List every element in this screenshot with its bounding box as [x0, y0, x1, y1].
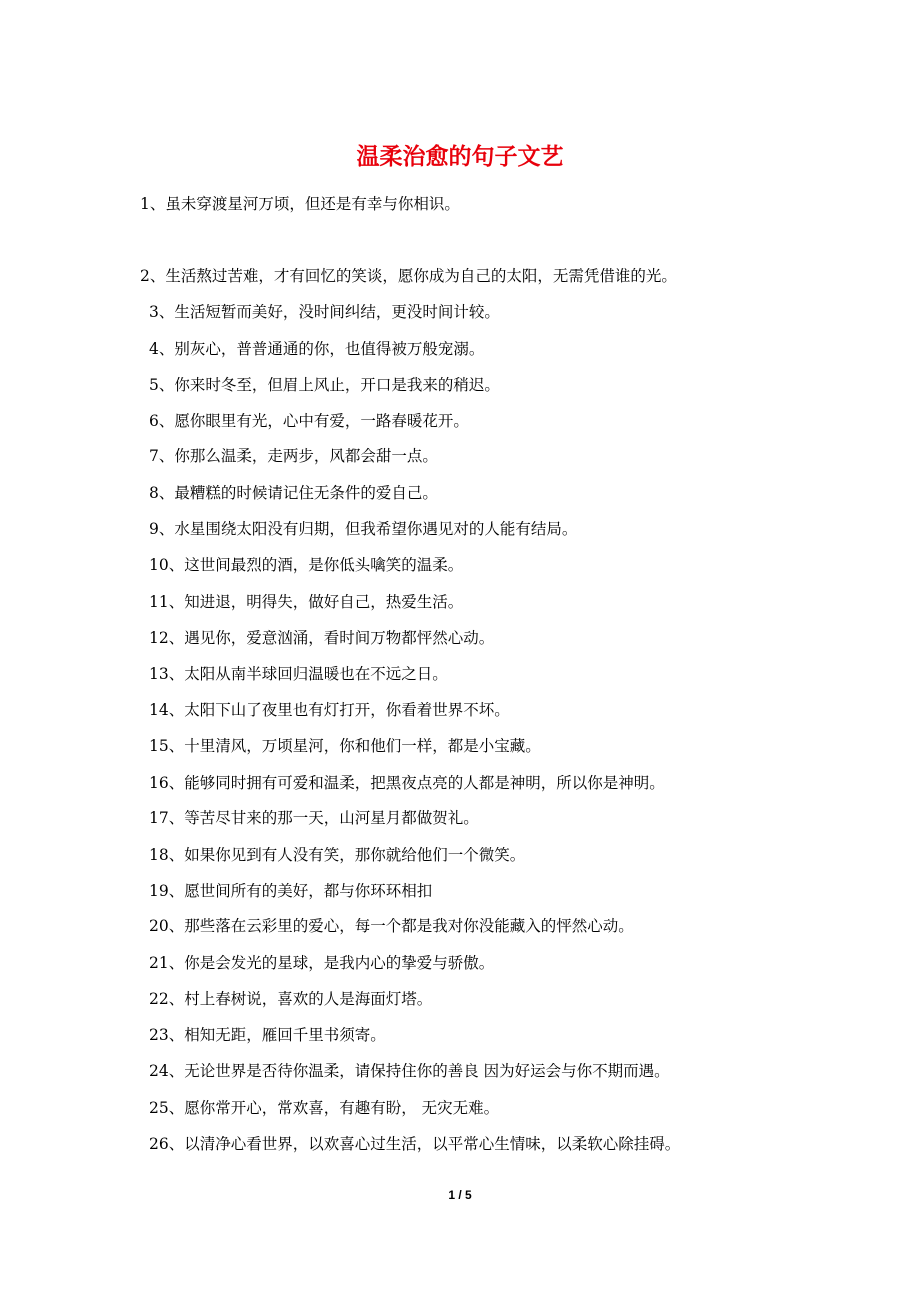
- list-item: [149, 988, 432, 1010]
- list-item: [149, 591, 463, 613]
- list-item-number: 9、: [149, 520, 175, 538]
- list-item: [149, 554, 463, 576]
- list-item: [149, 301, 500, 323]
- list-item: [149, 699, 510, 721]
- list-item-text: 生活短暂而美好，没时间纠结，更没时间计较。: [174, 303, 500, 321]
- list-item: [149, 410, 469, 432]
- list-item: [149, 880, 432, 902]
- list-item: [140, 265, 677, 287]
- list-item-text: 等苦尽甘来的那一天，山河星月都做贺礼。: [184, 809, 479, 827]
- list-item-text: 遇见你，爱意汹涌，看时间万物都怦然心动。: [184, 629, 495, 647]
- list-item-number: 5、: [149, 376, 175, 394]
- list-item-number: 20、: [149, 917, 185, 935]
- list-item-text: 十里清风，万顷星河，你和他们一样，都是小宝藏。: [184, 737, 541, 755]
- list-item: [149, 952, 494, 974]
- list-item-text: 别灰心，普普通通的你，也值得被万般宠溺。: [174, 340, 485, 358]
- list-item-text: 能够同时拥有可爱和温柔，把黑夜点亮的人都是神明，所以你是神明。: [184, 774, 665, 792]
- list-item: [149, 807, 479, 829]
- document-title: 温柔治愈的句子文艺: [356, 143, 564, 170]
- list-item-number: 25、: [149, 1099, 185, 1117]
- list-item: [149, 772, 665, 794]
- list-item-number: 3、: [149, 303, 175, 321]
- list-item-text: 生活熬过苦难，才有回忆的笑谈，愿你成为自己的太阳，无需凭借谁的光。: [165, 267, 677, 285]
- list-item-text: 水星围绕太阳没有归期，但我希望你遇见对的人能有结局。: [174, 520, 578, 538]
- list-item-text: 你是会发光的星球，是我内心的挚爱与骄傲。: [184, 954, 495, 972]
- list-item: [149, 627, 494, 649]
- page-indicator: 1 / 5: [448, 1188, 472, 1202]
- list-item-text: 知进退，明得失，做好自己，热爱生活。: [184, 593, 464, 611]
- list-item-number: 6、: [149, 412, 175, 430]
- list-item: [149, 445, 438, 467]
- list-item-text: 愿你眼里有光，心中有爱，一路春暖花开。: [174, 412, 469, 430]
- list-item-text: 以清净心看世界，以欢喜心过生活，以平常心生情味，以柔软心除挂碍。: [184, 1135, 681, 1153]
- list-item-text: 如果你见到有人没有笑，那你就给他们一个微笑。: [184, 846, 526, 864]
- list-item: [149, 735, 541, 757]
- list-item: [149, 482, 438, 504]
- list-item-text: 你来时冬至，但眉上风止，开口是我来的稍迟。: [174, 376, 500, 394]
- list-item-text: 愿世间所有的美好，都与你环环相扣: [184, 882, 433, 900]
- list-item-number: 16、: [149, 774, 185, 792]
- list-item: [149, 338, 484, 360]
- list-item-number: 19、: [149, 882, 185, 900]
- list-item-number: 21、: [149, 954, 185, 972]
- list-item-number: 7、: [149, 447, 175, 465]
- list-item: [149, 374, 500, 396]
- list-item-number: 26、: [149, 1135, 185, 1153]
- list-item-text: 虽未穿渡星河万顷，但还是有幸与你相识。: [165, 195, 460, 213]
- list-item-text: 相知无距，雁回千里书须寄。: [184, 1026, 386, 1044]
- list-item: [149, 844, 525, 866]
- list-item-text: 村上春树说，喜欢的人是海面灯塔。: [184, 990, 433, 1008]
- list-item: [149, 663, 448, 685]
- list-item-text: 太阳下山了夜里也有灯打开，你看着世界不坏。: [184, 701, 510, 719]
- list-item: [140, 193, 460, 215]
- list-item: [149, 1097, 499, 1119]
- list-item-number: 2、: [140, 267, 166, 285]
- list-item-text: 那些落在云彩里的爱心，每一个都是我对你没能藏入的怦然心动。: [184, 917, 634, 935]
- list-item-text: 无论世界是否待你温柔，请保持住你的善良 因为好运会与你不期而遇。: [184, 1062, 670, 1080]
- list-item-number: 14、: [149, 701, 185, 719]
- list-item-text: 这世间最烈的酒，是你低头噙笑的温柔。: [184, 556, 464, 574]
- list-item: [149, 1060, 670, 1082]
- list-item-number: 4、: [149, 340, 175, 358]
- list-item-number: 24、: [149, 1062, 185, 1080]
- list-item-number: 8、: [149, 484, 175, 502]
- list-item-number: 23、: [149, 1026, 185, 1044]
- list-item-number: 17、: [149, 809, 185, 827]
- list-item-number: 10、: [149, 556, 185, 574]
- list-item-number: 13、: [149, 665, 185, 683]
- list-item-text: 太阳从南半球回归温暖也在不远之日。: [184, 665, 448, 683]
- list-item-number: 1、: [140, 195, 166, 213]
- list-item-number: 18、: [149, 846, 185, 864]
- list-item: [149, 1133, 680, 1155]
- list-item-text: 最糟糕的时候请记住无条件的爱自己。: [174, 484, 438, 502]
- list-item: [149, 915, 634, 937]
- list-item-text: 你那么温柔，走两步，风都会甜一点。: [174, 447, 438, 465]
- list-item-number: 15、: [149, 737, 185, 755]
- list-item-text: 愿你常开心，常欢喜，有趣有盼， 无灾无难。: [184, 1099, 500, 1117]
- list-item-number: 22、: [149, 990, 185, 1008]
- list-item-number: 11、: [149, 593, 185, 611]
- list-item: [149, 1024, 386, 1046]
- list-item-number: 12、: [149, 629, 185, 647]
- list-item: [149, 518, 577, 540]
